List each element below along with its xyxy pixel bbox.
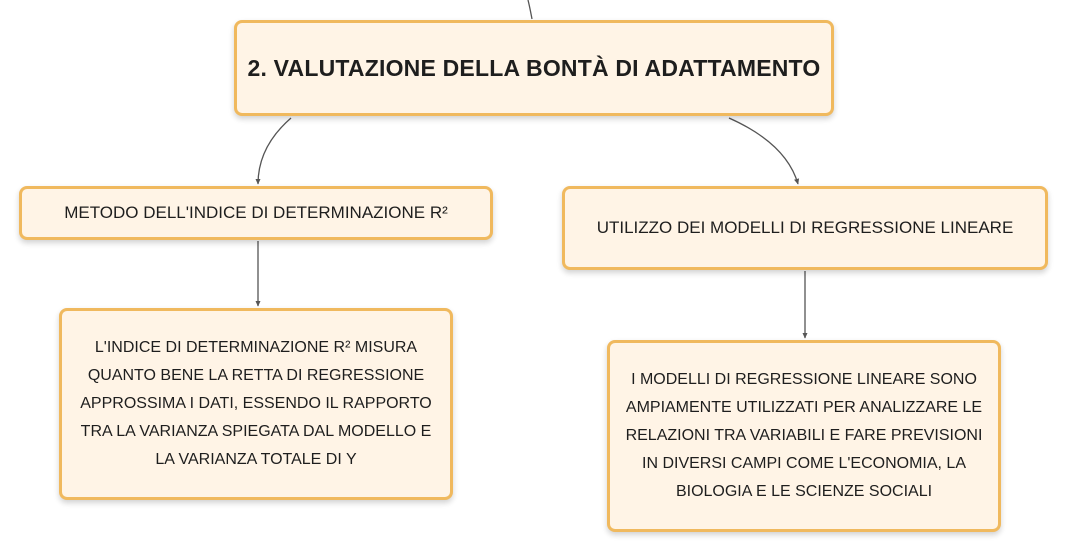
connector-parent-to-root bbox=[528, 0, 532, 19]
connector-root-to-right-branch bbox=[729, 118, 798, 184]
detail-text-r2-method: L'INDICE DI DETERMINAZIONE R² MISURA QUANTO BENE LA RETTA DI REGRESSIONE APPROSSIMA I DATI, ESSENDO IL RAPPORTO TRA LA VARIANZA SPIEGATA DAL MODELLO E LA VARIANZA TOTALE DI Y bbox=[80, 339, 432, 468]
subtopic-label-r2-method: METODO DELL'INDICE DI DETERMINAZIONE R² bbox=[64, 203, 448, 222]
connector-root-to-left-branch bbox=[258, 118, 291, 184]
detail-node-r2-method[interactable] bbox=[59, 308, 453, 500]
subtopic-label-linear-regression: UTILIZZO DEI MODELLI DI REGRESSIONE LINEARE bbox=[596, 218, 1014, 237]
detail-node-linear-regression[interactable] bbox=[607, 340, 1001, 532]
detail-text-linear-regression: I MODELLI DI REGRESSIONE LINEARE SONO AMPIAMENTE UTILIZZATI PER ANALIZZARE LE RELAZIONI TRA VARIABILI E FARE PREVISIONI IN DIVERSI CAMPI COME L'ECONOMIA, LA BIOLOGIA E LE SCIENZE SOCIALI bbox=[625, 371, 983, 500]
root-topic-label: 2. VALUTAZIONE DELLA BONTÀ DI ADATTAMENTO bbox=[247, 54, 821, 81]
subtopic-node-linear-regression[interactable] bbox=[562, 186, 1048, 270]
subtopic-node-r2-method[interactable] bbox=[19, 186, 493, 240]
root-topic-node[interactable] bbox=[234, 20, 834, 116]
